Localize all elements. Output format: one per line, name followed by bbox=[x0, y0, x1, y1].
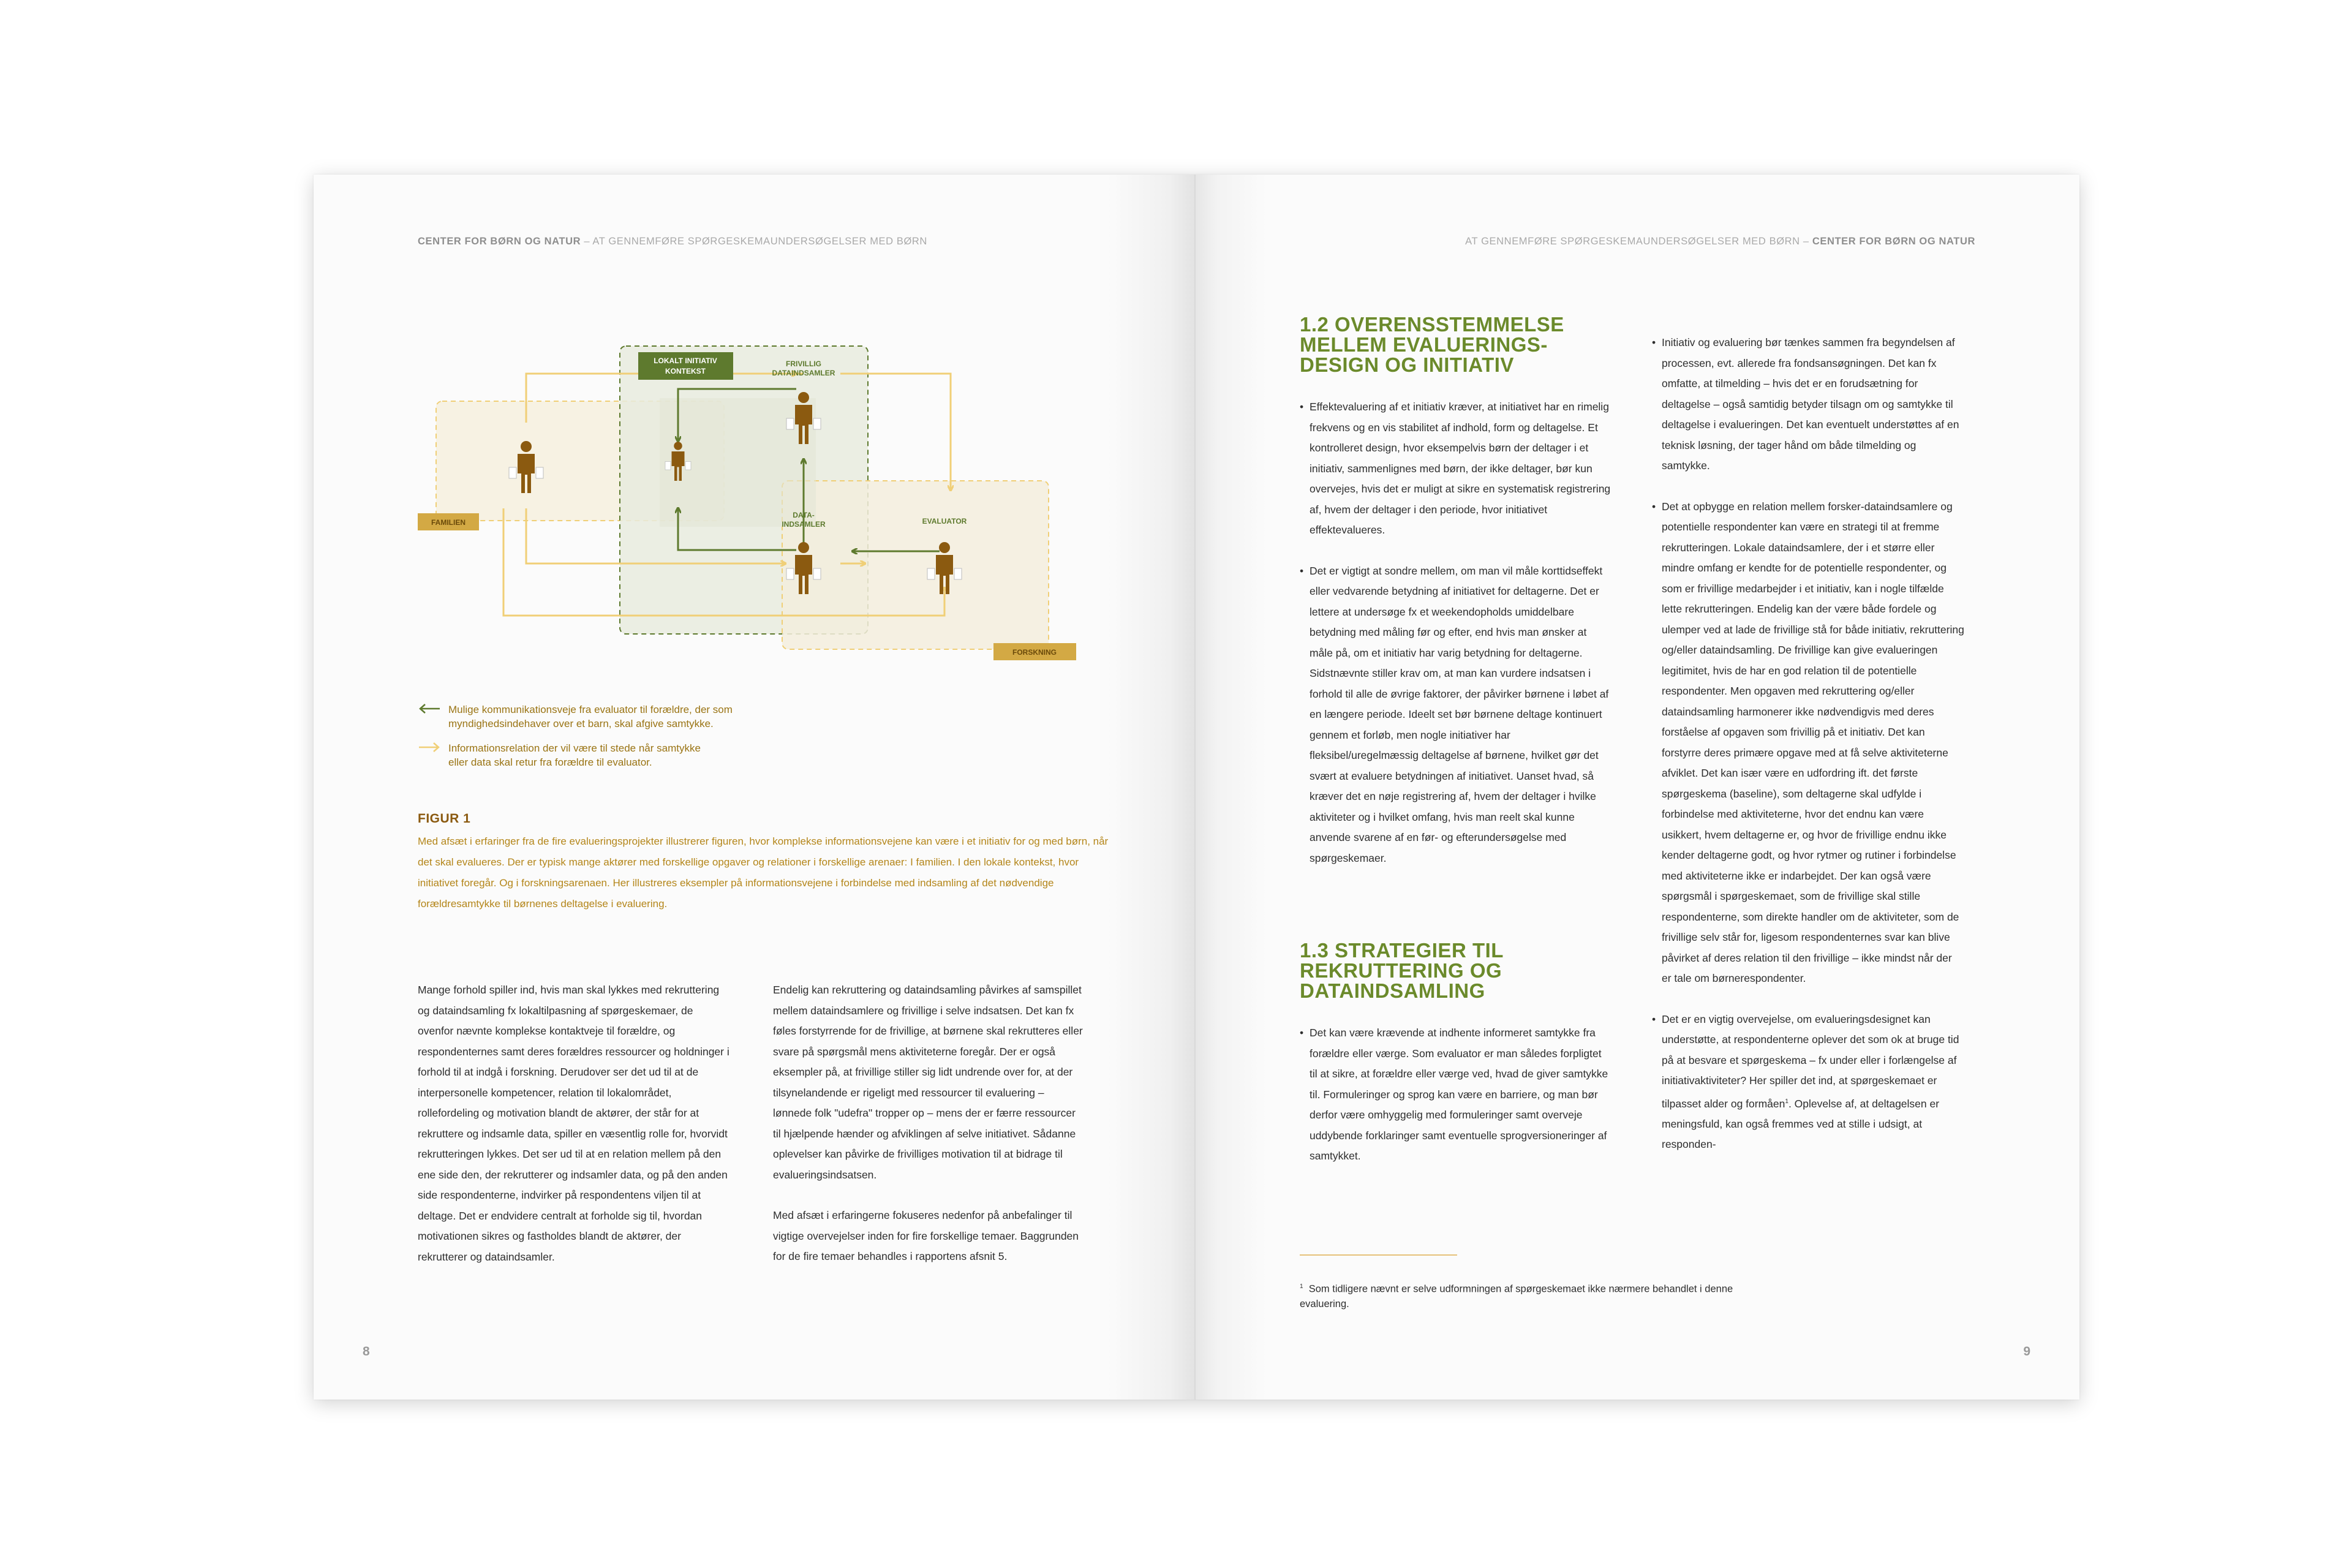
paragraph: Mange forhold spiller ind, hvis man skal lykkes med rekruttering og dataindsamling fx lokaltilpasning af spørgeskemaer, de ovenfor nævnte komplekse kontaktveje til forældre, og respondenternes samt deres forældres ressourcer og holdninger i forhold til at indgå i forskning. Derudover ser det ud til at de interpersonelle kompetencer, relation til lokalområdet, rollefordeling og motivation blandt de aktører, der står for at rekruttere og indsamle data, spiller en væsentlig rolle for, hvorvidt rekrutteringen lykkes. Det ser ud til at en relation mellem på den ene side den, der rekrutterer og indsamler data, og på den anden side respondenterne, indvirker på respondentens viljen til at deltage. Det er endvidere centralt at forholde sig til, hvordan motivationen sikres og fastholdes blandt de aktører, der rekrutterer og dataindsamler. bbox=[418, 984, 729, 1263]
footnote-rule bbox=[1300, 1254, 1457, 1256]
bullet-item: • Det er en vigtig overvejelse, om evalueringsdesignet kan understøtte, at respondenterne oplever det som ok at bruge tid på at besvare et spørgeskema – fx under eller i forlængelse af initiativaktiviteter? Her spiller det ind, at spørgeskemaet er tilpasset alder og formåen$^1$. Oplevelse af, at deltagelsen er meningsfuld, kan også fremmes ved at stille i udsigt, at responden- bbox=[1652, 1009, 1964, 1155]
bullet-item: • Effektevaluering af et initiativ kræver, at initiativet har en rimelig frekvens og en vis stabilitet af indhold, form og deltagelse. Et kontrolleret design, hvor eksempelvis børn der deltager i et initiativ, sammenlignes med børn, der ikke deltager, bør kun overvejes, hvis det er muligt at sikre en systematisk registrering af, hvem der deltager i den periode, hvor initiativet effektevalueres. bbox=[1300, 397, 1612, 541]
paragraph: Med afsæt i erfaringerne fokuseres nedenfor på anbefalinger til vigtige overvejelser inden for fire forskellige temaer. Baggrunden for de fire temaer behandles i rapportens afsnit 5. bbox=[773, 1209, 1079, 1262]
volunteer-label: FRIVILLIG bbox=[786, 360, 821, 368]
running-head-right: AT GENNEMFØRE SPØRGESKEMAUNDERSØGELSER MED BØRN – CENTER FOR BØRN OG NATUR bbox=[1465, 236, 1975, 247]
evaluator-label: EVALUATOR bbox=[922, 517, 967, 526]
collector-label: DATA- bbox=[793, 511, 815, 519]
running-head-left: CENTER FOR BØRN OG NATUR – AT GENNEMFØRE SPØRGESKEMAUNDERSØGELSER MED BØRN bbox=[418, 236, 927, 247]
bullet-item: • Det kan være krævende at indhente informeret samtykke fra forældre eller værge. Som evaluator er man således forpligtet til at sikre, at forældre eller værge ved, hvad de giver samtykke til. Formuleringer og sprog kan være en barriere, og man bør derfor være omhyggelig med formuleringer samt overveje uddybende forklaringer samt eventuelle sprogversioneringer af samtykket. bbox=[1300, 1023, 1612, 1167]
svg-text:KONTEKST: KONTEKST bbox=[665, 367, 706, 375]
figure-title: FIGUR 1 bbox=[418, 812, 471, 826]
family-tag: FAMILIEN bbox=[431, 518, 466, 527]
local-initiative-label: LOKALT INITIATIV bbox=[654, 356, 717, 365]
figure-caption: Med afsæt i erfaringer fra de fire evalueringsprojekter illustrerer figuren, hvor komplekse informationsvejene kan være i et initiativ for og med børn, når det skal evalueres. Der er typisk mange aktører med forskellige opgaver og relationer i forskellige arenaer: I familien. I den lokale kontekst, hvor initiativet foregår. Og i forskningsarenaen. Her illustreres eksempler på informationsvejene i forbindelse med indsamling af det nødvendige forældresamtykke til børnenes deltagelse i evaluering. bbox=[418, 835, 1109, 910]
section-heading-1-3: 1.3 STRATEGIER TIL REKRUTTERING OG DATAINDSAMLING bbox=[1300, 939, 1504, 1002]
figure-1-diagram bbox=[412, 306, 1057, 674]
arrow-right-icon bbox=[418, 741, 441, 753]
bullet-item: • Det at opbygge en relation mellem forsker-dataindsamlere og potentielle respondenter kan være en strategi til at fremme rekrutteringen. Lokale dataindsamlere, der i et større eller mindre omfang er kendte for de potentielle respondenter, og som er frivillige medarbejder i et initiativ, kan i nogle tilfælde lette rekrutteringen. Endelig kan der være både fordele og ulemper ved at lade de frivillige stå for både initiativ, rekruttering og/eller dataindsamling. De frivillige kan give evalueringen legitimitet, hvis de har en god relation til de potentielle respondenter. Men opgaven med rekruttering og/eller dataindsamling harmonerer ikke nødvendigvis med deres forståelse af opgaven som frivillig på et initiativ. Det kan forstyrre deres primære opgave med at få selve aktiviteterne afviklet. Det kan især være en udfordring ift. det første spørgeskema (baseline), som deltagerne skal udfylde i forbindelse med aktiviteterne, hvor det endnu kan være usikkert, hvem deltagerne er, og hvor de frivillige endnu ikke kender deltagerne godt, og hvor rytmer og rutiner i forbindelse med aktiviteterne ikke er indarbejdet. Der kan også være spørgsmål i spørgeskemaet, som de frivillige skal stille respondenterne, som direkte handler om de aktiviteter, som de frivillige selv står for, ligesom respondenternes svar kan blive påvirket af deres relation til den frivillige – ikke mindst når der er tale om børnerespondenter. bbox=[1652, 497, 1964, 989]
research-tag: FORSKNING bbox=[1012, 648, 1057, 657]
arrow-left-icon bbox=[418, 703, 441, 715]
right-page bbox=[1196, 175, 2079, 1400]
legend-green: Mulige kommunikationsveje fra evaluator til forældre, der som myndighedsindehaver over et barn, skal afgive samtykke. bbox=[418, 703, 733, 731]
bullet-item: • Det er vigtigt at sondre mellem, om man vil måle korttidseffekt eller vedvarende betydning af initiativet for deltagerne. Det er lettere at undersøge fx et weekendopholds umiddelbare betydning med måling før og efter, end hvis man ønsker at måle på, om et initiativ har varig betydning for deltagerne. Sidstnævnte stiller krav om, at man kan vurdere indsatsen i forhold til alle de øvrige faktorer, der påvirker børnene i løbet af en længere periode. Ideelt set bør børnene deltage kontinuert gennem et forløb, men nogle initiativer har fleksibel/uregelmæssig deltagelse af børnene, hvilket gør det svært at evaluere betydningen af initiativet. Uanset hvad, så kræver det en nøje registrering af, hvem der deltager i hvilke aktiviteter og i hvilket omfang, hvis man reelt skal kunne anvende svarene af en før- og efterundersøgelse med spørgeskemaer. bbox=[1300, 561, 1612, 869]
paragraph: Endelig kan rekruttering og dataindsamling påvirkes af samspillet mellem dataindsamlere og frivillige i selve indsatsen. Det kan fx føles forstyrrende for de frivillige, at børnene skal rekrutteres eller svare på spørgsmål mens aktiviteterne foregår. Der er også eksempler på, at frivillige stiller sig lidt undrende over for, at der tilsynelandende er rigeligt med ressourcer til evaluering – lønnede folk "udefra" tropper op – mens der er færre ressourcer til hjælpende hænder og afviklingen af selve initiativet. Sådanne oplevelser kan påvirke de frivilliges motivation til at bidrage til evalueringsindsatsen. bbox=[773, 984, 1083, 1181]
bullet-item: • Initiativ og evaluering bør tænkes sammen fra begyndelsen af processen, evt. allerede fra fondsansøgningen. Det kan fx omfatte, at tilmelding – hvis det er en forudsætning for deltagelse – også samtidig betyder tilsagn om og samtykke til deltagelse i evalueringen. Det kan eventuelt understøttes af en teknisk løsning, der tager hånd om både tilmelding og samtykke. bbox=[1652, 333, 1964, 477]
right-column-1-lower bbox=[1300, 1023, 1612, 1187]
page-number-left: 8 bbox=[363, 1344, 370, 1359]
svg-text:INDSAMLER: INDSAMLER bbox=[782, 520, 826, 529]
right-column-1 bbox=[1300, 397, 1612, 889]
page-number-right: 9 bbox=[2023, 1344, 2030, 1359]
research-region bbox=[782, 481, 1049, 649]
footnote: $^1$ Som tidligere nævnt er selve udformningen af spørgeskemaet ikke nærmere behandlet i denne evaluering. bbox=[1300, 1283, 1733, 1310]
book-spread bbox=[314, 175, 2079, 1400]
section-heading-1-2: 1.2 OVERENSSTEMMELSE MELLEM EVALUERINGS-DESIGN OG INITIATIV bbox=[1300, 313, 1564, 376]
right-column-2 bbox=[1652, 333, 1964, 1175]
footnote-reference[interactable]: 1 bbox=[1785, 1098, 1789, 1105]
left-column-2 bbox=[773, 980, 1085, 1287]
left-column-1 bbox=[418, 980, 730, 1287]
left-page bbox=[314, 175, 1196, 1400]
svg-text:DATAINDSAMLER: DATAINDSAMLER bbox=[772, 369, 835, 377]
legend-yellow: Informationsrelation der vil være til stede når samtykke eller data skal retur fra forældre til evaluator. bbox=[418, 741, 701, 769]
